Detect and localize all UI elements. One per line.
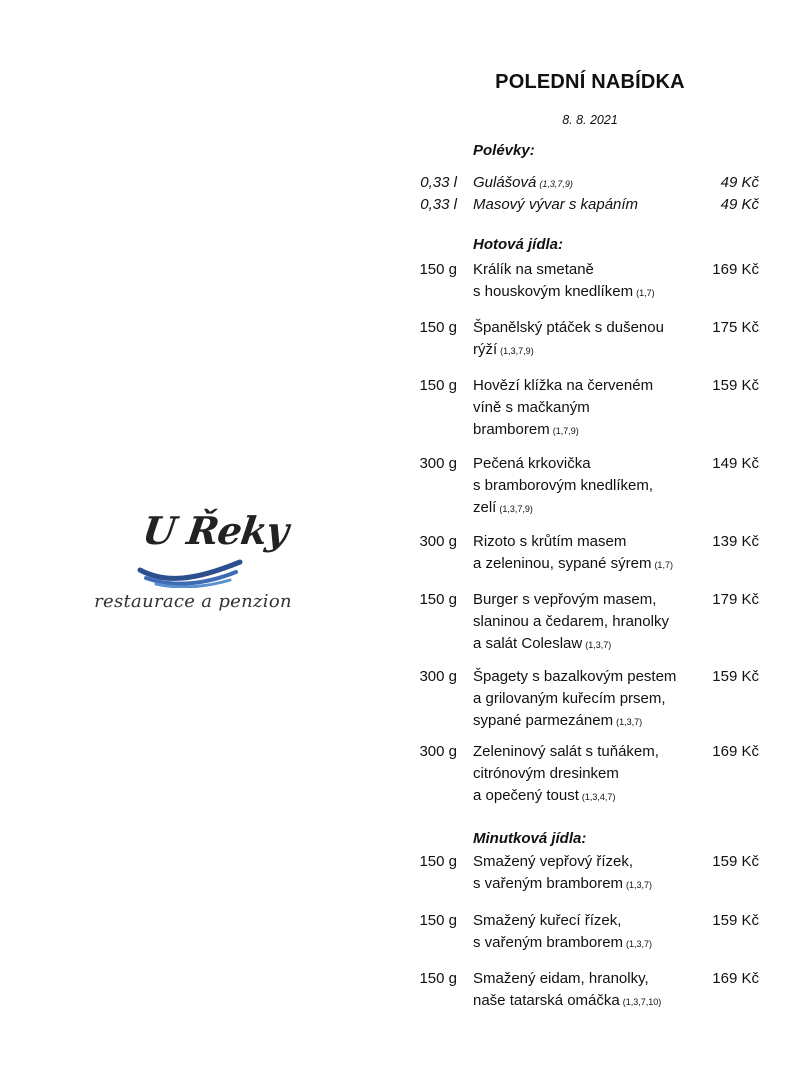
item-allergens: (1,3,4,7)	[581, 792, 616, 802]
item-price: 49 Kč	[720, 196, 759, 213]
logo-subtitle: restaurace a penzion	[94, 591, 292, 612]
item-allergens: (1,3,7)	[616, 717, 643, 727]
item-price: 159 Kč	[712, 377, 759, 394]
section-title-main: Hotová jídla:	[473, 236, 564, 253]
item-name: Smažený vepřový řízek, s vařeným bramborem (1,3,7)	[473, 853, 653, 892]
item-allergens: (1,3,7,9)	[500, 346, 534, 356]
item-name: Burger s vepřovým masem, slaninou a čedarem, hranolky a salát Coleslaw (1,3,7)	[473, 591, 669, 652]
item-allergens: (1,7)	[636, 288, 655, 298]
section-title-quick: Minutková jídla:	[473, 830, 587, 847]
item-quantity: 150 g	[419, 912, 457, 929]
item-quantity: 300 g	[419, 533, 457, 550]
item-allergens: (1,3,7,9)	[499, 504, 533, 514]
item-quantity: 0,33 l	[420, 174, 457, 191]
item-quantity: 0,33 l	[420, 196, 457, 213]
section-title-soups: Polévky:	[473, 142, 535, 159]
item-price: 139 Kč	[712, 533, 759, 550]
item-allergens: (1,7,9)	[552, 426, 579, 436]
wave-icon	[136, 558, 246, 588]
item-price: 159 Kč	[712, 668, 759, 685]
item-price: 169 Kč	[712, 970, 759, 987]
item-quantity: 150 g	[419, 319, 457, 336]
item-allergens: (1,3,7)	[626, 880, 653, 890]
item-name: Rizoto s krůtím masem a zeleninou, sypané sýrem (1,7)	[473, 533, 673, 572]
logo-name: U Řeky	[139, 508, 291, 553]
item-name: Španělský ptáček s dušenou rýží (1,3,7,9)	[473, 319, 664, 358]
item-quantity: 300 g	[419, 668, 457, 685]
item-allergens: (1,7)	[654, 560, 673, 570]
item-quantity: 150 g	[419, 377, 457, 394]
item-quantity: 150 g	[419, 853, 457, 870]
item-name: Hovězí klížka na červeném víně s mačkaným bramborem (1,7,9)	[473, 377, 654, 438]
item-price: 169 Kč	[712, 743, 759, 760]
item-name: Pečená krkovička s bramborovým knedlíkem, zelí (1,3,7,9)	[473, 455, 654, 516]
item-name: Smažený kuřecí řízek, s vařeným bramborem (1,3,7)	[473, 912, 653, 951]
restaurant-logo	[88, 508, 298, 628]
item-price: 169 Kč	[712, 261, 759, 278]
page-title: POLEDNÍ NABÍDKA	[495, 71, 685, 93]
item-price: 179 Kč	[712, 591, 759, 608]
item-quantity: 150 g	[419, 591, 457, 608]
item-quantity: 300 g	[419, 455, 457, 472]
item-price: 149 Kč	[712, 455, 759, 472]
item-quantity: 150 g	[419, 970, 457, 987]
item-name: Gulášová (1,3,7,9)	[473, 174, 573, 191]
item-price: 175 Kč	[712, 319, 759, 336]
item-allergens: (1,3,7)	[626, 939, 653, 949]
item-name: Smažený eidam, hranolky, naše tatarská omáčka (1,3,7,10)	[473, 970, 662, 1009]
item-price: 159 Kč	[712, 912, 759, 929]
item-name: Zeleninový salát s tuňákem, citrónovým dresinkem a opečený toust (1,3,4,7)	[473, 743, 659, 804]
item-allergens: (1,3,7,10)	[622, 997, 662, 1007]
item-name: Špagety s bazalkovým pestem a grilovaným kuřecím prsem, sypané parmezánem (1,3,7)	[473, 668, 677, 729]
item-name: Masový vývar s kapáním	[473, 196, 639, 213]
item-name: Králík na smetaně s houskovým knedlíkem (1,7)	[473, 261, 655, 300]
item-quantity: 150 g	[419, 261, 457, 278]
item-allergens: (1,3,7)	[585, 640, 612, 650]
item-price: 49 Kč	[720, 174, 759, 191]
item-allergens: (1,3,7,9)	[539, 179, 573, 189]
menu-date: 8. 8. 2021	[562, 113, 618, 127]
item-quantity: 300 g	[419, 743, 457, 760]
item-price: 159 Kč	[712, 853, 759, 870]
